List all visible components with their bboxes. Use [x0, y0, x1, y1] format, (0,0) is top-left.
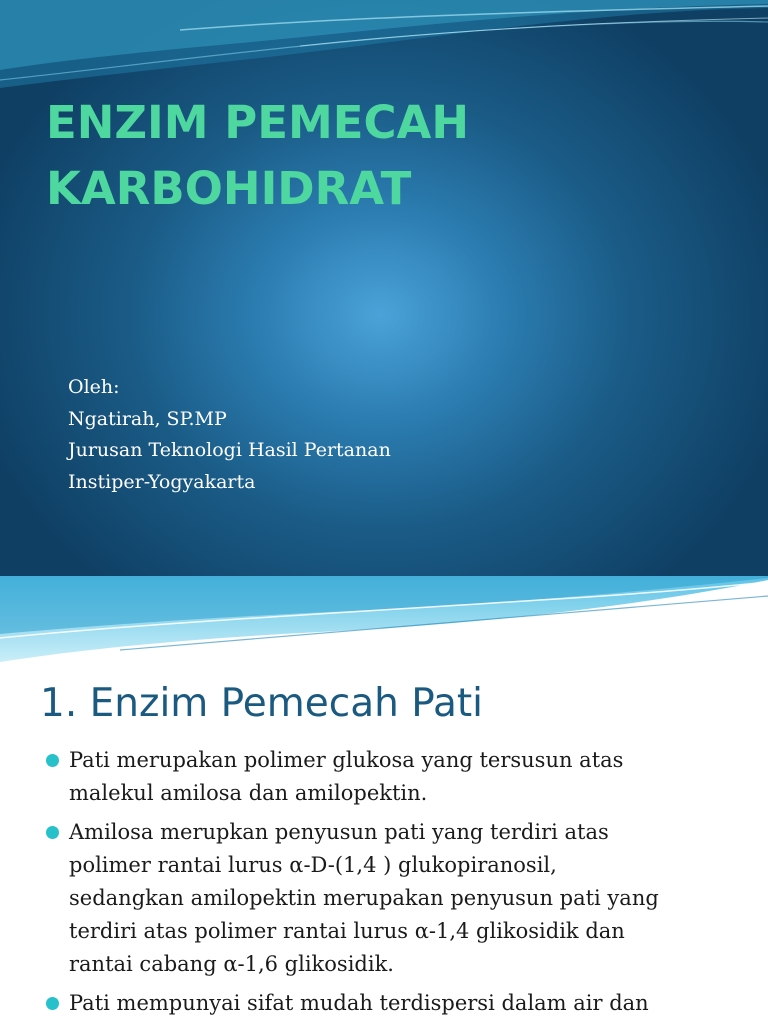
wave-decoration-top: [0, 576, 768, 676]
bullet-line: terdiri atas polimer rantai lurus α-1,4 glikosidik dan: [69, 919, 625, 943]
author-institution: Instiper-Yogyakarta: [68, 470, 256, 493]
author-block: [68, 372, 668, 498]
author-name: Ngatirah, SP.MP: [68, 407, 227, 430]
bullet-dot-icon: [46, 997, 59, 1010]
author-department: Jurusan Teknologi Hasil Pertanan: [68, 439, 391, 461]
content-slide: [0, 576, 768, 1024]
section-heading: 1. Enzim Pemecah Pati: [40, 681, 484, 726]
slide-title: [46, 90, 726, 222]
bullet-line: Pati merupakan polimer glukosa yang tersusun atas: [69, 748, 624, 772]
bullet-list: [46, 744, 746, 1024]
bullet-line: Amilosa merupkan penyusun pati yang terdiri atas: [69, 820, 609, 844]
bullet-line: malekul amilosa dan amilopektin.: [69, 781, 428, 805]
bullet-line: sedangkan amilopektin merupakan penyusun pati yang: [69, 886, 659, 910]
bullet-item: [46, 744, 746, 810]
author-label: Oleh:: [68, 376, 120, 398]
bullet-line: Pati mempunyai sifat mudah terdispersi dalam air dan: [69, 991, 649, 1015]
bullet-item: [46, 987, 746, 1020]
bullet-item: [46, 816, 746, 981]
bullet-line: polimer rantai lurus α-D-(1,4 ) glukopiranosil,: [69, 853, 557, 877]
bullet-dot-icon: [46, 826, 59, 839]
slide-title-line-1: ENZIM PEMECAH: [46, 96, 469, 149]
bullet-dot-icon: [46, 754, 59, 767]
bullet-line: rantai cabang α-1,6 glikosidik.: [69, 952, 394, 976]
slide-title-line-2: KARBOHIDRAT: [46, 162, 412, 215]
